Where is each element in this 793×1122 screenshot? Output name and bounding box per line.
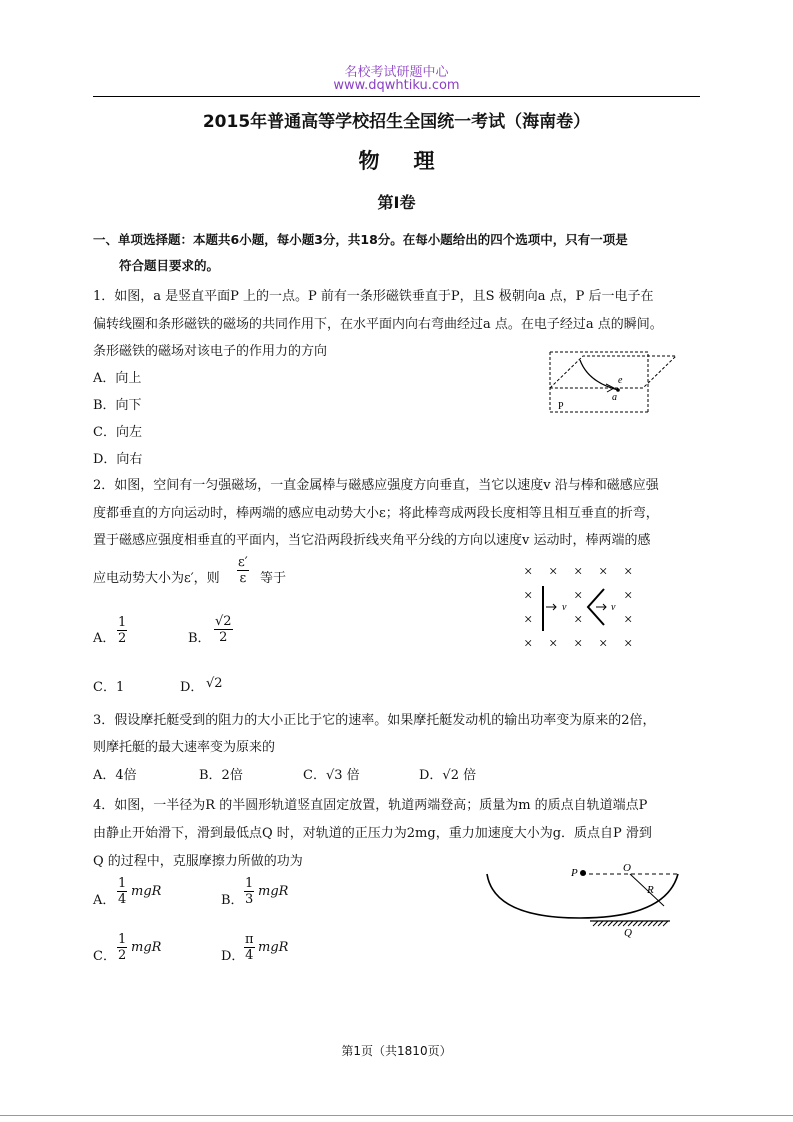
q1-stem-line2: 偏转线圈和条形磁铁的磁场的共同作用下，在水平面内向右弯曲经过a 点。在电子经过a 点的瞬间。 (93, 317, 663, 332)
q3-option-c: C．√3 倍 (303, 768, 360, 783)
field-cross: × (624, 564, 633, 580)
section-heading-cont: 符合题目要求的。 (119, 258, 220, 273)
q2-a-den: 2 (118, 631, 127, 646)
q4-fig-label-o: O (623, 862, 631, 874)
exam-title: 2015年普通高等学校招生全国统一考试（海南卷） (202, 112, 591, 132)
field-cross: × (549, 564, 558, 580)
q2-figure (520, 560, 645, 655)
q4-a-num: 1 (118, 876, 127, 891)
q1-fig-label-p: P (558, 401, 564, 412)
q4-option-c-label: C． (93, 949, 116, 964)
watermark-name: 名校考试研题中心 (344, 65, 449, 80)
q2-stem-line4b: 等于 (260, 571, 287, 586)
field-cross: × (624, 588, 633, 604)
q2-b-den: 2 (219, 630, 228, 645)
q2-option-d-val: √2 (206, 676, 223, 691)
watermark-url: www.dqwhtiku.com (333, 78, 460, 93)
field-cross: × (524, 636, 533, 652)
field-cross: × (599, 564, 608, 580)
field-cross: × (599, 636, 608, 652)
q4-a-den: 4 (118, 892, 127, 907)
q3-option-d: D．√2 倍 (419, 768, 477, 783)
q4-b-den: 3 (245, 892, 254, 907)
q2-fig-v1: v (562, 602, 567, 613)
q2-b-num: √2 (215, 614, 232, 629)
field-cross: × (549, 636, 558, 652)
field-cross: × (574, 588, 583, 604)
q4-option-b-frac (244, 876, 254, 907)
q3-stem-line1: 3．假设摩托艇受到的阻力的大小正比于它的速率。如果摩托艇发动机的输出功率变为原来的2倍， (93, 713, 656, 728)
q4-option-a-label: A． (93, 893, 116, 908)
q2-stem-line2: 度都垂直的方向运动时，棒两端的感应电动势大小ε；将此棒弯成两段长度相等且相互垂直的折弯， (93, 506, 659, 521)
q1-stem-line1: 1．如图，a 是竖直平面P 上的一点。P 前有一条形磁铁垂直于P，且S 极朝向a 点，P 后一电子在 (93, 289, 654, 304)
q3-stem-line2: 则摩托艇的最大速率变为原来的 (93, 740, 276, 755)
q3-option-b: B．2倍 (199, 768, 243, 783)
q1-option-c: C．向左 (93, 425, 142, 440)
subject-title: 物理 (358, 149, 469, 173)
q1-stem-line3: 条形磁铁的磁场对该电子的作用力的方向 (93, 344, 328, 359)
q1-option-a: A．向上 (93, 371, 142, 386)
field-cross: × (524, 588, 533, 604)
header-rule (93, 96, 700, 97)
q2-option-c: C．1 (93, 680, 125, 695)
q4-fig-label-q: Q (624, 927, 632, 939)
q1-option-b: B．向下 (93, 398, 142, 413)
q4-option-b-label: B． (221, 893, 244, 908)
q2-option-d-label: D． (180, 680, 204, 695)
q2-option-b-frac (214, 614, 233, 645)
field-cross: × (524, 564, 533, 580)
field-cross: × (574, 636, 583, 652)
q2-option-a-label: A． (93, 631, 116, 646)
q4-b-tail: mgR (258, 884, 289, 899)
q4-figure (480, 860, 685, 940)
field-cross: × (624, 612, 633, 628)
q2-stem-line3: 置于磁感应强度相垂直的平面内，当它沿两段折线夹角平分线的方向以速度v 运动时，棒两端的感 (93, 533, 651, 548)
q4-fig-label-p: P (571, 867, 578, 879)
q4-b-num: 1 (245, 876, 254, 891)
q4-option-d-frac (244, 932, 255, 963)
q2-fig-v2: v (611, 602, 616, 613)
q2-option-a-frac (117, 615, 127, 646)
q4-c-tail: mgR (131, 940, 162, 955)
bottom-rule (0, 1115, 793, 1116)
q4-stem-line1: 4．如图，一半径为R 的半圆形轨道竖直固定放置，轨道两端登高；质量为m 的质点自轨道端点P (93, 798, 648, 813)
q1-fig-label-e: e (618, 375, 623, 386)
q4-a-tail: mgR (131, 884, 162, 899)
q2-ratio-fraction (237, 555, 249, 586)
q4-d-tail: mgR (258, 940, 289, 955)
q4-fig-label-r: R (647, 884, 654, 896)
q4-option-a-frac (117, 876, 127, 907)
field-cross: × (524, 612, 533, 628)
q2-option-b-label: B． (188, 631, 211, 646)
q1-figure (548, 350, 680, 415)
q2-ratio-den: ε (239, 571, 247, 586)
q4-stem-line3: Q 的过程中，克服摩擦力所做的功为 (93, 854, 303, 869)
q4-option-d-label: D． (221, 949, 245, 964)
q3-option-a: A．4倍 (93, 768, 137, 783)
section-heading: 一、单项选择题：本题共6小题，每小题3分，共18分。在每小题给出的四个选项中，只有一项是 (93, 232, 628, 247)
volume-title: 第I卷 (377, 193, 416, 212)
q4-d-den: 4 (245, 948, 254, 963)
field-cross: × (574, 612, 583, 628)
field-cross: × (574, 564, 583, 580)
page-footer: 第1页（共1810页） (341, 1044, 452, 1058)
q4-c-num: 1 (118, 932, 127, 947)
q1-fig-label-a: a (612, 392, 617, 403)
q2-a-num: 1 (118, 615, 127, 630)
q4-c-den: 2 (118, 948, 127, 963)
q1-option-d: D．向右 (93, 452, 143, 467)
q4-option-c-frac (117, 932, 127, 963)
q4-stem-line2: 由静止开始滑下，滑到最低点Q 时，对轨道的正压力为2mg，重力加速度大小为g．质点自P 滑到 (93, 826, 652, 841)
field-cross: × (624, 636, 633, 652)
q2-ratio-num: ε′ (238, 555, 248, 570)
q2-stem-line1: 2．如图，空间有一匀强磁场，一直金属棒与磁感应强度方向垂直，当它以速度v 沿与棒和磁感应强 (93, 478, 659, 493)
q2-stem-line4a: 应电动势大小为ε′，则 (93, 571, 220, 586)
q4-d-num: π (245, 932, 254, 947)
